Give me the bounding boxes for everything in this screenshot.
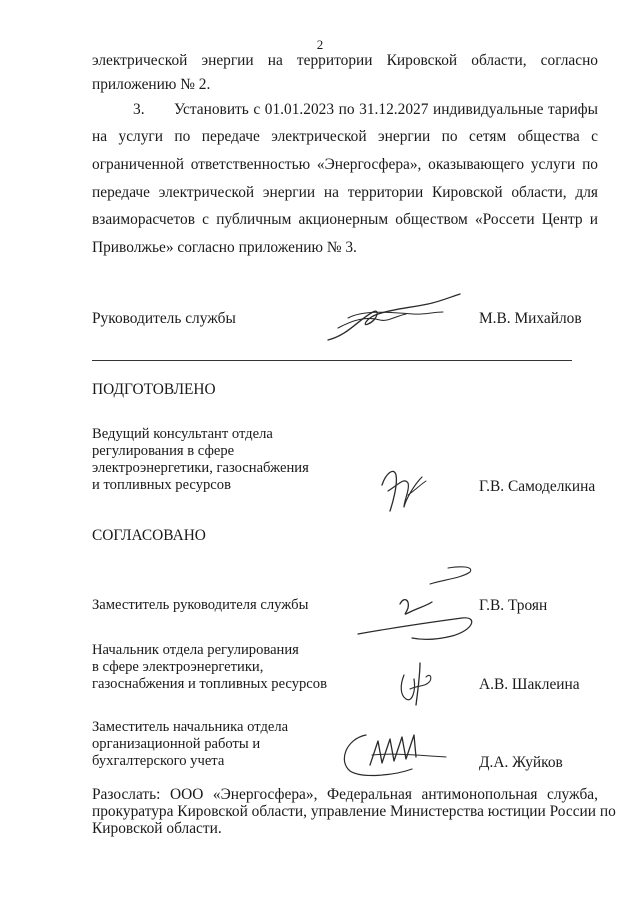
distribution-line: Кировской области.	[92, 820, 222, 837]
paragraph-line: взаиморасчетов с публичным акционерным обществом «Россети Центр и	[92, 211, 598, 228]
paragraph-line: на услуги по передаче электрической энергии по сетям общества с	[92, 128, 598, 145]
distribution-line: прокуратура Кировской области, управление Министерства юстиции России по	[92, 803, 616, 820]
prepared-name: Г.В. Самоделкина	[479, 478, 596, 495]
paragraph-line: электрической энергии на территории Кировской области, согласно	[92, 52, 598, 69]
signer-1-signature	[352, 562, 492, 647]
paragraph-line: Приволжье» согласно приложению № 3.	[92, 239, 357, 256]
paragraph-line: приложению № 2.	[92, 76, 211, 93]
signer-position: организационной работы и	[92, 736, 261, 752]
paragraph-line: передаче электрической энергии на территории Кировской области, для	[92, 184, 598, 201]
prepared-position: электроэнергетики, газоснабжения	[92, 460, 309, 476]
divider	[92, 360, 572, 361]
signer-3-name: Д.А. Жуйков	[479, 754, 563, 771]
signer-1-name: Г.В. Троян	[479, 597, 548, 614]
prepared-position: Ведущий консультант отдела	[92, 426, 273, 442]
page-number: 2	[316, 37, 324, 52]
head-signature	[318, 290, 468, 350]
signer-position: газоснабжения и топливных ресурсов	[92, 676, 327, 692]
signer-position: Заместитель руководителя службы	[92, 597, 309, 613]
paragraph-number: 3.	[133, 101, 145, 118]
paragraph-line: Установить с 01.01.2023 по 31.12.2027 индивидуальные тарифы	[174, 101, 598, 118]
signer-position: в сфере электроэнергетики,	[92, 659, 264, 675]
prepared-position: регулирования в сфере	[92, 443, 235, 459]
prepared-signature	[374, 455, 434, 515]
distribution-line: Разослать: ООО «Энергосфера», Федеральная антимонопольная служба,	[92, 786, 598, 803]
prepared-heading: ПОДГОТОВЛЕНО	[92, 381, 216, 398]
signer-position: Заместитель начальника отдела	[92, 719, 289, 735]
head-name: М.В. Михайлов	[479, 310, 582, 327]
signer-3-signature	[336, 725, 454, 785]
agreed-heading: СОГЛАСОВАНО	[92, 527, 206, 544]
signer-2-name: А.В. Шаклеина	[479, 676, 580, 693]
signer-position: бухгалтерского учета	[92, 753, 225, 769]
prepared-position: и топливных ресурсов	[92, 477, 231, 493]
paragraph-line: ограниченной ответственностью «Энергосфера», оказывающего услуги по	[92, 156, 598, 173]
signer-2-signature	[390, 655, 450, 710]
head-title: Руководитель службы	[92, 310, 236, 327]
signer-position: Начальник отдела регулирования	[92, 642, 299, 658]
